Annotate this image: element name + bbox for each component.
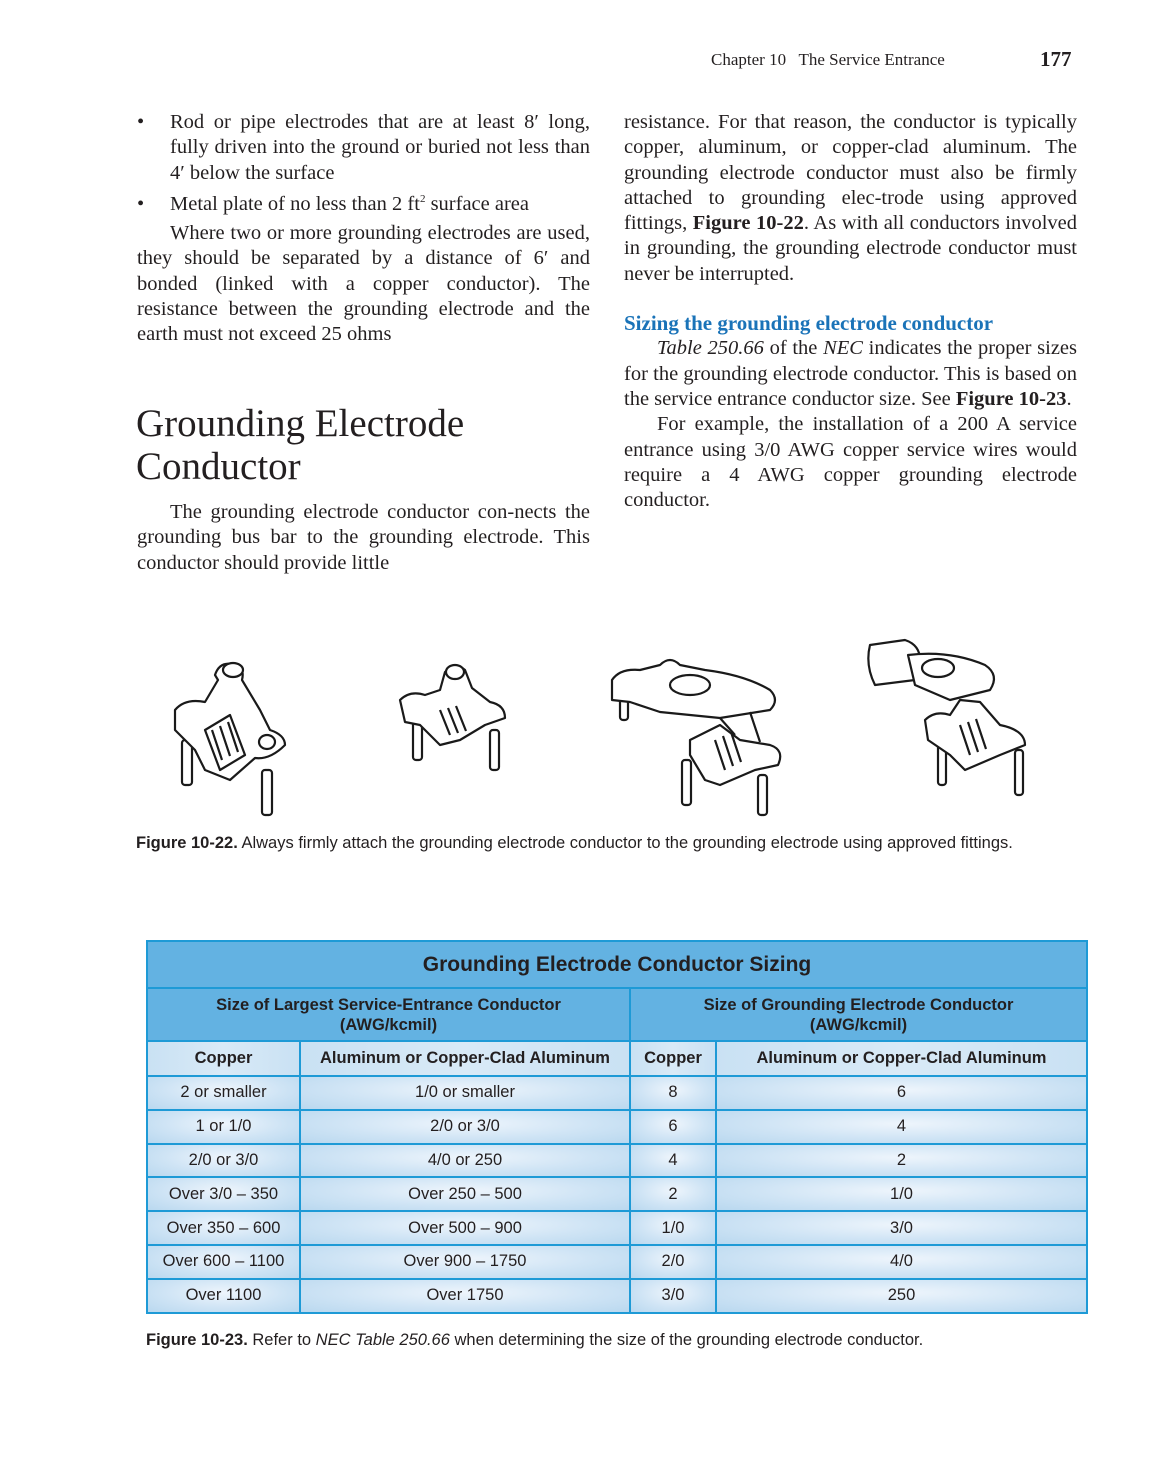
text-run: . bbox=[1066, 387, 1072, 410]
table-cell: 1 or 1/0 bbox=[147, 1110, 300, 1144]
table-row bbox=[147, 1144, 1087, 1178]
body-paragraph: Where two or more grounding electrodes are used, they should be separated by a distance of 6′ and bonded (linked with a copper conductor). The resistance between the grounding electrode and the earth must not exceed 25 ohms bbox=[137, 222, 590, 346]
ground-clamp-1-icon bbox=[175, 663, 285, 815]
text-run: resistance. For that reason, the conductor is typically copper, aluminum, or copper-clad aluminum. The grounding electrode conductor must also be firmly attached to grounding elec-trode using approved fittings, bbox=[624, 111, 1077, 235]
superscript: 2 bbox=[419, 192, 426, 205]
body-paragraph: The grounding electrode conductor con-nects the grounding bus bar to the grounding electrode. This conductor should provide little bbox=[137, 501, 590, 574]
caption-text: Refer to bbox=[247, 1331, 316, 1349]
table-cell: Over 250 – 500 bbox=[300, 1177, 630, 1211]
spacer bbox=[624, 287, 1077, 311]
table-cell: 2/0 or 3/0 bbox=[300, 1110, 630, 1144]
table-cell: 2 or smaller bbox=[147, 1076, 300, 1110]
table-cell: 2/0 bbox=[630, 1245, 716, 1279]
table-title: Grounding Electrode Conductor Sizing bbox=[147, 941, 1087, 988]
table-cell: 250 bbox=[716, 1279, 1087, 1313]
bullet-text-tail: surface area bbox=[425, 192, 529, 215]
table-cell: 3/0 bbox=[630, 1279, 716, 1313]
table-row bbox=[147, 1076, 1087, 1110]
italic-reference: Table 250.66 bbox=[657, 337, 764, 360]
table-cell: 2/0 or 3/0 bbox=[147, 1144, 300, 1178]
caption-text: Always firmly attach the grounding electrode conductor to the grounding electrode using approved fittings. bbox=[237, 834, 1013, 852]
column-header: Aluminum or Copper-Clad Aluminum bbox=[300, 1041, 630, 1076]
right-column bbox=[624, 110, 1077, 513]
group-header-line: (AWG/kcmil) bbox=[809, 1015, 908, 1034]
table-cell: 4/0 or 250 bbox=[300, 1144, 630, 1178]
figure-label: Figure 10-22. bbox=[136, 834, 238, 852]
caption-text: when determining the size of the grounding electrode conductor. bbox=[449, 1331, 924, 1349]
bullet-text: Rod or pipe electrodes that are at least 8′ long, fully driven into the ground or buried not less than 4′ below the surface bbox=[170, 111, 590, 184]
column-header: Copper bbox=[147, 1041, 300, 1076]
bullet-icon: • bbox=[137, 192, 145, 215]
bullet-item bbox=[137, 192, 590, 217]
grounding-conductor-sizing-table bbox=[146, 940, 1088, 1314]
left-column-top bbox=[137, 110, 590, 348]
table-cell: 2 bbox=[716, 1144, 1087, 1178]
table-cell: Over 900 – 1750 bbox=[300, 1245, 630, 1279]
group-header-line: (AWG/kcmil) bbox=[339, 1015, 438, 1034]
table-cell: 4/0 bbox=[716, 1245, 1087, 1279]
column-header: Copper bbox=[630, 1041, 716, 1076]
ground-clamp-2-icon bbox=[400, 665, 505, 770]
table-cell: Over 1100 bbox=[147, 1279, 300, 1313]
table-title-row bbox=[147, 941, 1087, 988]
table-cell: 6 bbox=[716, 1076, 1087, 1110]
text-run: . As with all conductors involved in grounding, the grounding electrode conductor must never be interrupted. bbox=[624, 212, 1077, 285]
body-paragraph bbox=[624, 110, 1077, 287]
italic-reference: NEC bbox=[823, 337, 863, 360]
table-cell: Over 600 – 1100 bbox=[147, 1245, 300, 1279]
figure-reference: Figure 10-22 bbox=[692, 212, 804, 235]
table-cell: 4 bbox=[630, 1144, 716, 1178]
subheading: Sizing the grounding electrode conductor bbox=[624, 311, 994, 336]
table-cell: 2 bbox=[630, 1177, 716, 1211]
table-cell: Over 350 – 600 bbox=[147, 1211, 300, 1245]
table-cell: 4 bbox=[716, 1110, 1087, 1144]
text-run: indicates the proper sizes for the grounding electrode conductor. This is based on the service entrance conductor size. See bbox=[624, 337, 1077, 410]
table-row bbox=[147, 1177, 1087, 1211]
page-number: 177 bbox=[1040, 47, 1072, 71]
caption-italic: NEC Table 250.66 bbox=[315, 1331, 450, 1349]
table-cell: Over 3/0 – 350 bbox=[147, 1177, 300, 1211]
bullet-item bbox=[137, 110, 590, 186]
table-cell: 1/0 bbox=[716, 1177, 1087, 1211]
figure-10-22-caption bbox=[136, 832, 1081, 854]
group-header-line: Size of Grounding Electrode Conductor bbox=[703, 995, 1014, 1014]
table-column-header-row bbox=[147, 1041, 1087, 1076]
table-row bbox=[147, 1211, 1087, 1245]
bullet-icon: • bbox=[137, 111, 145, 133]
left-column-bottom bbox=[137, 500, 590, 576]
table-cell: 1/0 bbox=[630, 1211, 716, 1245]
group-header-line: Size of Largest Service-Entrance Conductor bbox=[216, 995, 561, 1014]
section-heading: Grounding Electrode Conductor bbox=[136, 402, 465, 488]
running-head: Chapter 10 The Service Entrance bbox=[711, 50, 945, 69]
table-cell: 8 bbox=[630, 1076, 716, 1110]
table-row bbox=[147, 1279, 1087, 1313]
table-cell: Over 500 – 900 bbox=[300, 1211, 630, 1245]
ground-clamp-4-icon bbox=[868, 640, 1025, 795]
figure-10-23-caption bbox=[146, 1329, 1091, 1351]
text-run: of the bbox=[763, 337, 824, 360]
figure-10-22-illustration bbox=[160, 630, 1060, 825]
table-cell: 6 bbox=[630, 1110, 716, 1144]
table-cell: 3/0 bbox=[716, 1211, 1087, 1245]
group-header-grounding-electrode bbox=[630, 988, 1087, 1041]
body-paragraph: For example, the installation of a 200 A service entrance using 3/0 AWG copper service wires would require a 4 AWG copper grounding electrode conductor. bbox=[624, 413, 1077, 512]
table-cell: Over 1750 bbox=[300, 1279, 630, 1313]
column-header: Aluminum or Copper-Clad Aluminum bbox=[716, 1041, 1087, 1076]
bullet-text: Metal plate of no less than 2 ft bbox=[170, 192, 420, 215]
group-header-service-entrance bbox=[147, 988, 630, 1041]
table-row bbox=[147, 1245, 1087, 1279]
figure-reference: Figure 10-23 bbox=[955, 387, 1067, 410]
body-paragraph bbox=[624, 336, 1077, 412]
table-cell: 1/0 or smaller bbox=[300, 1076, 630, 1110]
ground-clamp-3-icon bbox=[612, 660, 780, 815]
figure-label: Figure 10-23. bbox=[146, 1331, 248, 1349]
table-row bbox=[147, 1110, 1087, 1144]
table-group-header-row bbox=[147, 988, 1087, 1041]
